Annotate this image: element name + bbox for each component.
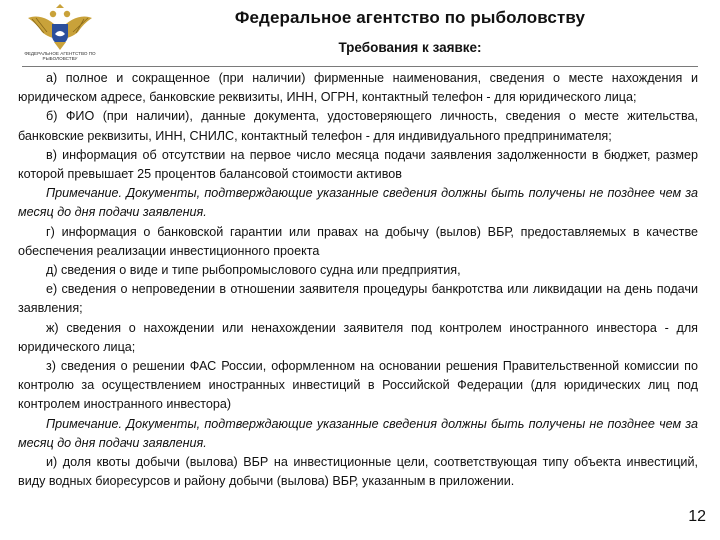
page-subtitle: Требования к заявке: [338,40,482,55]
requirement-e: е) сведения о непроведении в отношении заявителя процедуры банкротства или ликвидации на день подачи заявления; [18,282,698,316]
requirements-body [18,69,698,491]
requirement-zh: ж) сведения о нахождении или ненахождении заявителя под контролем иностранного инвестора - для юридического лица; [18,320,698,354]
requirement-v: в) информация об отсутствии на первое число месяца подачи заявления задолженности в бюджет, размер которой превышает 25 процентов балансовой стоимости активов [18,147,698,182]
requirement-g: г) информация о банковской гарантии или правах на добычу (вылов) ВБР, предоставляемых в качестве обеспечения реализации инвестиционного проекта [18,224,698,258]
requirement-i: и) доля квоты добычи (вылова) ВБР на инвестиционные цели, соответствующая типу объекта инвестиций, виду водных биоресурсов и району добычи (вылова) ВБР, указанным в приложении. [18,455,698,489]
logo-caption: ФЕДЕРАЛЬНОЕ АГЕНТСТВО ПО РЫБОЛОВСТВУ [24,51,96,61]
header-divider [22,66,698,67]
page-number: 12 [688,508,706,525]
page-title: Федеральное агентство по рыболовству [234,8,586,27]
requirement-z: з) сведения о решении ФАС России, оформленном на основании решения Правительственной комиссии по контролю за осуществлением иностранных инвестиций в Российской Федерации (для юридических лиц под контролем иностранного инвестора) [18,359,698,412]
requirement-d: д) сведения о виде и типе рыбопромыслового судна или предприятия, [46,263,461,278]
agency-logo [14,4,106,64]
requirement-b: б) ФИО (при наличии), данные документа, удостоверяющего личность, сведения о месте жительства, банковские реквизиты, ИНН, СНИЛС, контактный телефон - для индивидуального предпринимателя; [18,109,698,143]
note-1: Примечание. Документы, подтверждающие указанные сведения должны быть получены не позднее чем за месяц до дня подачи заявления. [18,186,698,220]
note-2: Примечание. Документы, подтверждающие указанные сведения должны быть получены не позднее чем за месяц до дня подачи заявления. [18,416,698,450]
requirement-a: а) полное и сокращенное (при наличии) фирменные наименования, сведения о месте нахождения и юридическом адресе, банковские реквизиты, ИНН, ОГРН, контактный телефон - для юридического лица; [18,71,698,105]
